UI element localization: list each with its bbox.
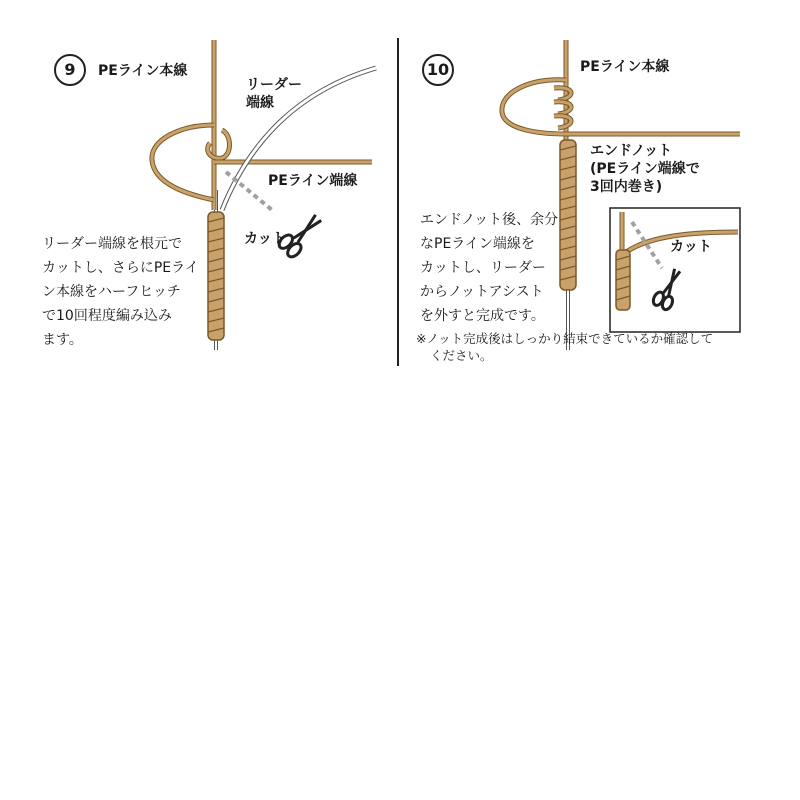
description-line: なPEライン端線を bbox=[420, 236, 535, 252]
step-9-panel bbox=[0, 0, 400, 380]
step-10-panel bbox=[400, 0, 800, 380]
description-line: カットし、リーダー bbox=[420, 260, 546, 276]
label-end-knot-1: エンドノット bbox=[590, 143, 673, 159]
label-leader-end-1: リーダー bbox=[246, 77, 302, 93]
inset-label-cut: カット bbox=[670, 239, 712, 255]
label-leader-end-2: 端線 bbox=[246, 95, 274, 111]
description-line: リーダー端線を根元で bbox=[42, 236, 182, 252]
label-cut: カット bbox=[244, 231, 286, 247]
step-number-badge: 9 bbox=[54, 54, 86, 86]
description-line: エンドノット後、余分 bbox=[420, 212, 559, 228]
label-pe-end-line: PEライン端線 bbox=[268, 173, 358, 189]
label-end-knot-3: 3回内巻き) bbox=[590, 179, 663, 195]
note-line: ください。 bbox=[430, 348, 493, 363]
description-line: ン本線をハーフヒッチ bbox=[42, 284, 181, 300]
label-pe-main-line: PEライン本線 bbox=[98, 63, 188, 79]
step-10-description bbox=[420, 208, 558, 328]
end-knot-wraps bbox=[554, 88, 571, 128]
step-9-description bbox=[42, 232, 199, 352]
pe-loop-outline bbox=[152, 125, 214, 200]
half-hitch-braid bbox=[208, 212, 224, 340]
label-end-knot-2: (PEライン端線で bbox=[590, 161, 700, 177]
cut-inset bbox=[610, 208, 740, 332]
description-line: ます。 bbox=[42, 332, 83, 348]
description-line: からノットアシスト bbox=[420, 284, 544, 300]
pe-wrap bbox=[208, 130, 230, 158]
note-line: ※ノット完成後はしっかり結束できているか確認して bbox=[416, 331, 714, 346]
description-line: カットし、さらにPEライ bbox=[42, 260, 199, 276]
label-pe-main-line: PEライン本線 bbox=[580, 59, 670, 75]
description-line: を外すと完成です。 bbox=[420, 308, 545, 324]
half-hitch-braid bbox=[560, 140, 576, 290]
description-line: で10回程度編み込み bbox=[42, 308, 172, 324]
step-number-badge: 10 bbox=[422, 54, 454, 86]
completion-note bbox=[416, 330, 713, 364]
